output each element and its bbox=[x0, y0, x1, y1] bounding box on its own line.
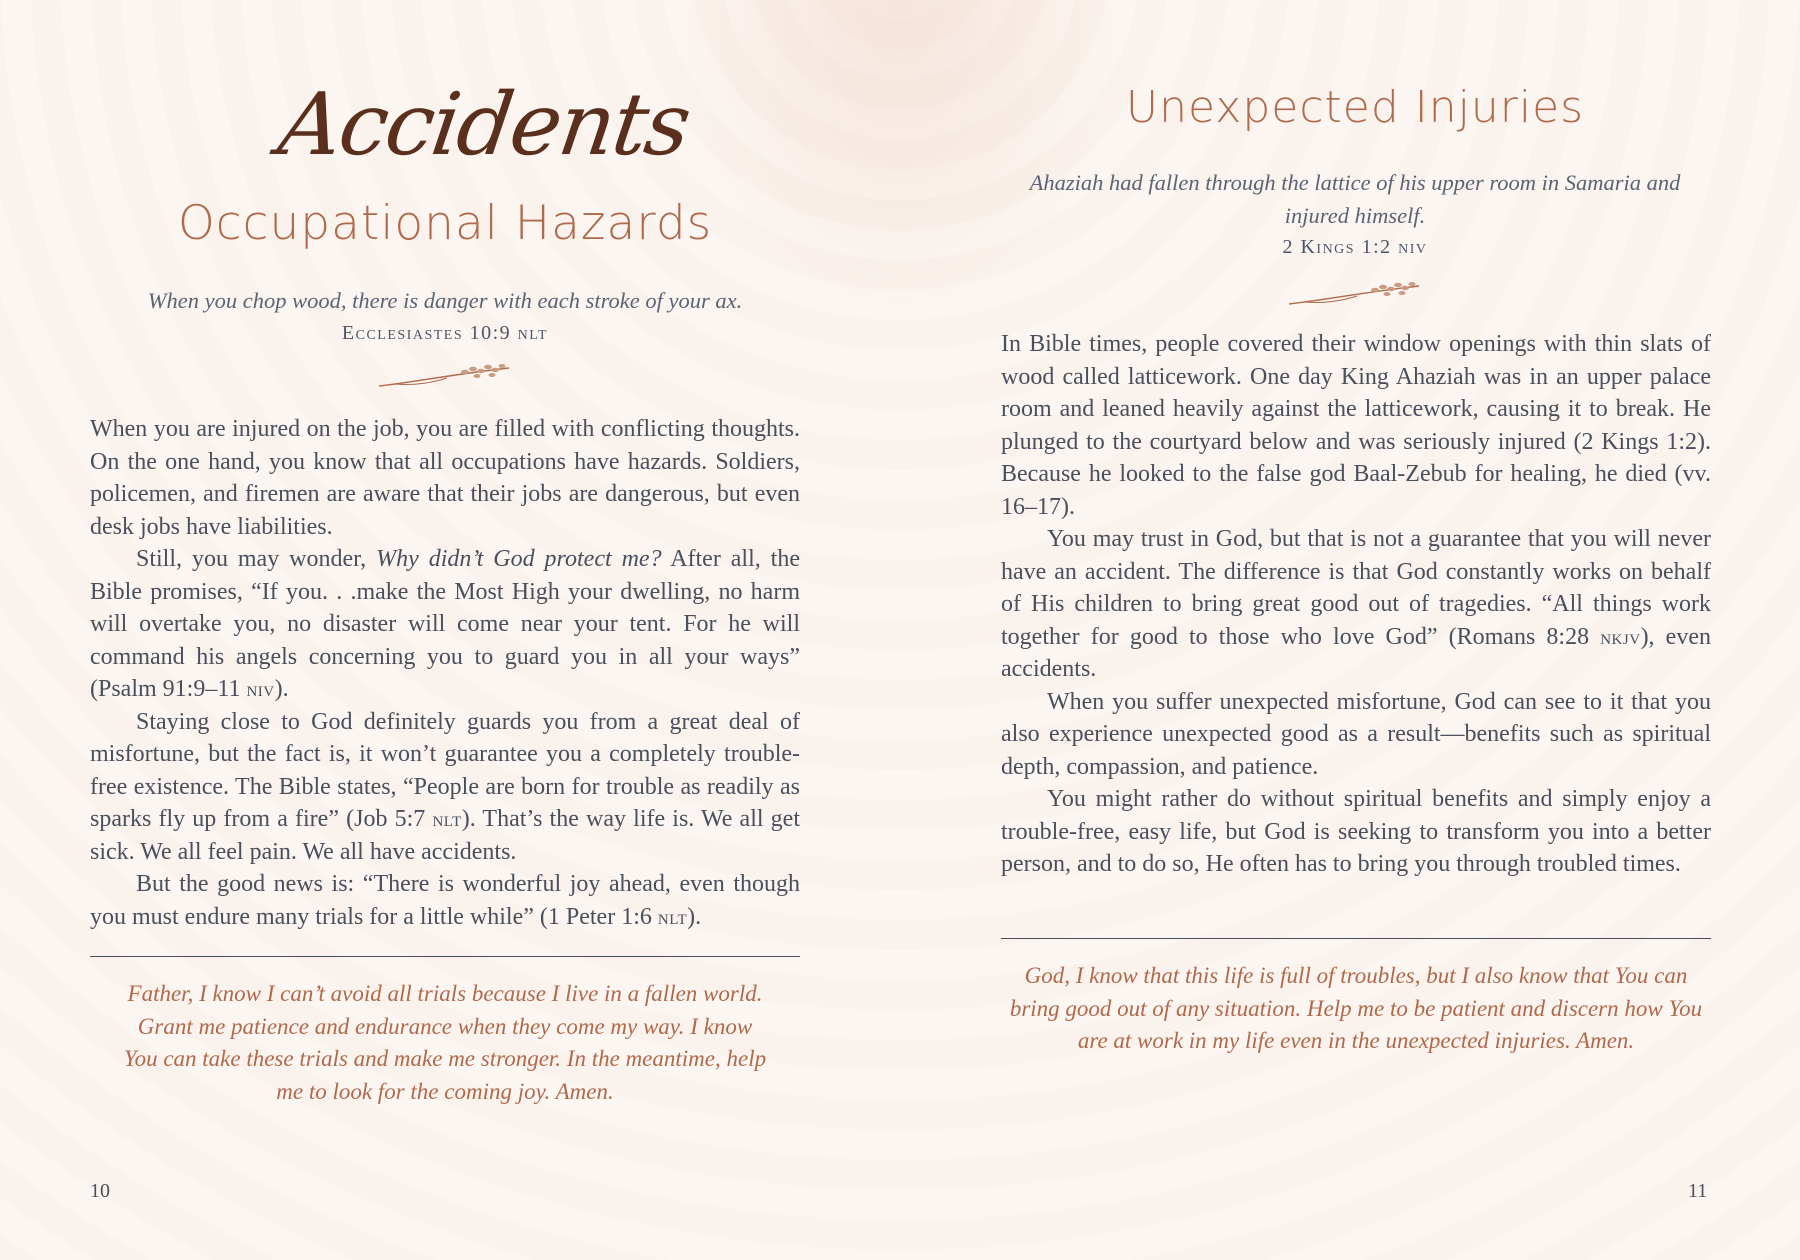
italic-thought: Why didn’t God protect me? bbox=[376, 546, 662, 572]
paragraph bbox=[1001, 523, 1711, 686]
paragraph bbox=[90, 868, 800, 933]
text-run: ). bbox=[687, 903, 702, 930]
prayer: Father, I know I can’t avoid all trials because I live in a fallen world. Grant me patience and endurance when they come my way. I know You can take these trials and make me stronger. In the meantime, help me to look for the coming joy. Amen. bbox=[123, 981, 767, 1104]
right-page bbox=[900, 0, 1800, 1260]
text-run: But the good news is: “There is wonderful joy ahead, even though you must endure many trials for a little while” (1 Peter 1:6 bbox=[90, 871, 800, 930]
paragraph: When you suffer unexpected misfortune, God can see to it that you also experience unexpected good as a result—benefits such as spiritual depth, compassion, and patience. bbox=[1001, 688, 1711, 780]
text-run: ). bbox=[274, 676, 289, 702]
text-run: After all, the Bible promises, “If you. . .make the Most High your dwelling, no harm will overtake you, no disaster will come near your tent. For he will command his angels concerning you to guard you in all your ways” (Psalm 91:9–11 bbox=[90, 546, 801, 702]
divider bbox=[1001, 938, 1711, 939]
page-heading: Unexpected Injuries bbox=[1125, 82, 1585, 133]
divider bbox=[90, 956, 800, 957]
section-title: Accidents bbox=[272, 75, 695, 175]
body-text bbox=[90, 413, 800, 933]
translation-abbrev: niv bbox=[246, 676, 275, 701]
paragraph bbox=[90, 543, 800, 706]
scripture-verse: Ahaziah had fallen through the lattice of his upper room in Samaria and injured himself. bbox=[1029, 170, 1681, 228]
paragraph: When you are injured on the job, you are filled with conflicting thoughts. On the one hand, you know that all occupations have hazards. Soldiers, policemen, and firemen are aware that their jobs are dangerous, but even desk jobs have liabilities. bbox=[90, 416, 800, 540]
scripture-reference: Ecclesiastes 10:9 nlt bbox=[341, 322, 549, 344]
page-heading: Occupational Hazards bbox=[177, 196, 713, 251]
page-number: 11 bbox=[1688, 1180, 1708, 1202]
text-run: Staying close to God definitely guards you from a great deal of misfortune, but the fact is, it won’t guarantee you a completely trouble-free existence. The Bible states, “People are born for trouble as readily as sparks fly up from a fire” (Job 5:7 bbox=[90, 708, 800, 832]
paragraph bbox=[90, 706, 800, 869]
text-run: ). That’s the way life is. We all get sick. We all feel pain. We all have accidents. bbox=[90, 806, 800, 865]
paragraph: You might rather do without spiritual benefits and simply enjoy a trouble-free, easy life, but God is seeking to transform you into a better person, and to do so, He often has to bring you through troubled times. bbox=[1001, 786, 1711, 877]
body-text bbox=[1001, 328, 1711, 881]
text-run: ), even accidents. bbox=[1001, 623, 1711, 682]
scripture-reference: 2 Kings 1:2 niv bbox=[1282, 236, 1428, 258]
text-run: You may trust in God, but that is not a guarantee that you will never have an accident. The difference is that God constantly works on behalf of His children to bring great good out of tragedies. “All things work together for good to those who love God” (Romans 8:28 bbox=[1001, 526, 1711, 650]
prayer: God, I know that this life is full of troubles, but I also know that You can bring good out of any situation. Help me to be patient and discern how You are at work in my life even in the unexpected injuries. Amen. bbox=[1009, 963, 1703, 1053]
page-number: 10 bbox=[90, 1180, 110, 1202]
text-run: Still, you may wonder, bbox=[136, 546, 377, 572]
floral-sprig-icon bbox=[1285, 278, 1425, 310]
translation-abbrev: nlt bbox=[657, 903, 688, 929]
paragraph: In Bible times, people covered their window openings with thin slats of wood called latticework. One day King Ahaziah was in an upper palace room and leaned heavily against the latticework, causing it to break. He plunged to the courtyard below and was seriously injured (2 Kings 1:2). Because he looked to the false god Baal-Zebub for healing, he died (vv. 16–17). bbox=[1001, 331, 1711, 520]
translation-abbrev: nlt bbox=[432, 806, 462, 831]
scripture-verse: When you chop wood, there is danger with each stroke of your ax. bbox=[147, 288, 743, 313]
translation-abbrev: nkjv bbox=[1600, 623, 1641, 649]
floral-sprig-icon bbox=[375, 360, 515, 392]
